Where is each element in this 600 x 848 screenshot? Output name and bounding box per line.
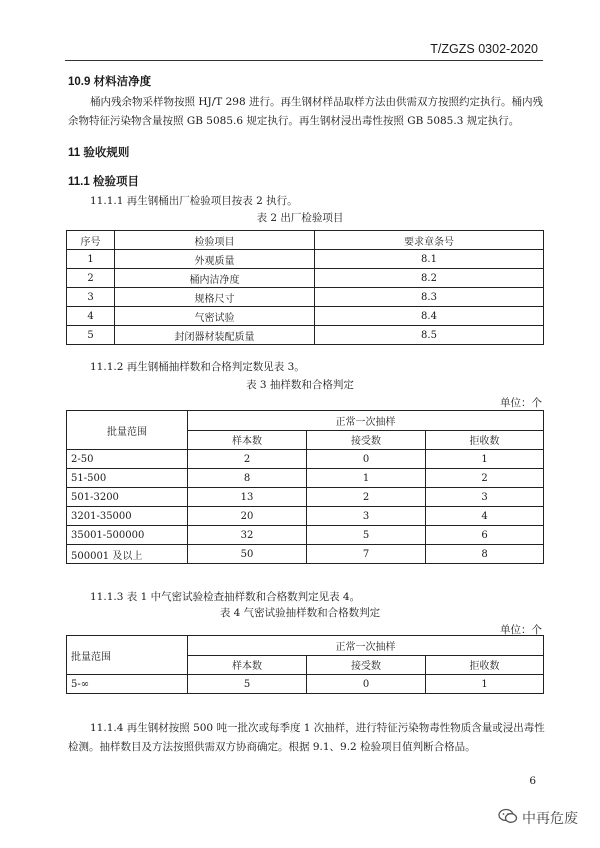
table3 [66, 410, 544, 564]
table-cell: 8.1 [315, 250, 544, 269]
table-cell: 外观质量 [115, 250, 315, 269]
table3-header-cell: 样本数 [188, 430, 307, 450]
table4-header-cell: 样本数 [188, 655, 307, 675]
clause-11-1-4-line1: 11.1.4 再生钢材按照 500 吨一批次或每季度 1 次抽样，进行特征污染物毒性物质含量或浸出毒性 [90, 722, 545, 734]
clause-11-1-4-line2: 检测。抽样数目及方法按照供需双方协商确定。根据 9.1、9.2 检验项目值判断合格品。 [68, 741, 476, 753]
table-cell: 20 [188, 507, 307, 526]
header-rule [65, 60, 543, 61]
section-11-title: 11 验收规则 [68, 147, 130, 159]
table-cell: 8.5 [315, 326, 544, 345]
table4 [66, 635, 544, 694]
table3-header-row [67, 411, 544, 431]
table-cell: 13 [188, 488, 307, 507]
clause-11-1-2: 11.1.2 再生钢桶抽样数和合格判定数见表 3。 [90, 361, 305, 373]
table-row [67, 288, 544, 307]
table-cell: 5-∞ [67, 675, 188, 694]
table-cell: 2 [426, 469, 544, 488]
table2-caption: 表 2 出厂检验项目 [256, 212, 344, 224]
wechat-icon [498, 808, 518, 828]
table-row [67, 269, 544, 288]
table3-header-cell: 接受数 [307, 430, 426, 450]
table-cell: 封闭器材装配质量 [115, 326, 315, 345]
table-cell: 35001-500000 [67, 526, 188, 545]
table-cell: 2 [67, 269, 115, 288]
watermark-text: 中再危废 [522, 811, 578, 827]
table4-unit: 单位：个 [500, 624, 542, 636]
table-cell: 桶内洁净度 [115, 269, 315, 288]
table-cell: 1 [426, 450, 544, 469]
table3-header-range: 批量范围 [67, 411, 188, 450]
section-11-1-title: 11.1 检验项目 [68, 176, 139, 188]
table2-header-row [67, 231, 544, 250]
table-row [67, 326, 544, 345]
table-cell: 2 [307, 488, 426, 507]
table-cell: 501-3200 [67, 488, 188, 507]
table4-header-range: 批量范围 [67, 636, 188, 675]
table-row [67, 250, 544, 269]
table-row [67, 675, 544, 694]
table3-unit: 单位：个 [500, 397, 542, 409]
table2-header-cell: 要求章条号 [315, 231, 544, 250]
table-row [67, 488, 544, 507]
table-cell: 0 [307, 450, 426, 469]
table-cell: 0 [307, 675, 426, 694]
table-cell: 5 [67, 326, 115, 345]
table-cell: 3 [426, 488, 544, 507]
table-cell: 5 [188, 675, 307, 694]
table4-header-cell: 拒收数 [426, 655, 544, 675]
table2-header-cell: 检验项目 [115, 231, 315, 250]
table-cell: 1 [307, 469, 426, 488]
table-cell: 3201-35000 [67, 507, 188, 526]
table-cell: 2 [188, 450, 307, 469]
table-cell: 8.2 [315, 269, 544, 288]
table2-header-cell: 序号 [67, 231, 115, 250]
table4-header-cell: 接受数 [307, 655, 426, 675]
table-row [67, 469, 544, 488]
table-cell: 1 [426, 675, 544, 694]
table-cell: 4 [426, 507, 544, 526]
table-cell: 1 [67, 250, 115, 269]
table2 [66, 230, 544, 345]
table3-header-cell: 拒收数 [426, 430, 544, 450]
table-row [67, 307, 544, 326]
table-cell: 5 [307, 526, 426, 545]
table-cell: 500001 及以上 [67, 545, 188, 564]
clause-11-1-3: 11.1.3 表 1 中气密试验检查抽样数和合格数判定见表 4。 [90, 591, 361, 603]
table-row [67, 450, 544, 469]
table-cell: 4 [67, 307, 115, 326]
section-10-9-line2: 余物特征污染物含量按照 GB 5085.6 规定执行。再生钢材浸出毒性按照 GB 5085.3 规定执行。 [68, 115, 520, 127]
watermark [498, 808, 578, 828]
table-cell: 气密试验 [115, 307, 315, 326]
table4-header-group: 正常一次抽样 [188, 636, 544, 656]
table-cell: 8 [426, 545, 544, 564]
table-cell: 规格尺寸 [115, 288, 315, 307]
standard-number: T/ZGZS 0302-2020 [430, 42, 538, 56]
table-cell: 8.3 [315, 288, 544, 307]
table3-header-group: 正常一次抽样 [188, 411, 544, 431]
table-cell: 51-500 [67, 469, 188, 488]
page-number: 6 [529, 775, 536, 787]
table-cell: 3 [307, 507, 426, 526]
table-row [67, 507, 544, 526]
table-row [67, 526, 544, 545]
table-cell: 32 [188, 526, 307, 545]
table3-caption: 表 3 抽样数和合格判定 [246, 379, 354, 391]
table-cell: 3 [67, 288, 115, 307]
table4-caption: 表 4 气密试验抽样数和合格数判定 [219, 607, 381, 619]
table-cell: 7 [307, 545, 426, 564]
table4-header-row [67, 636, 544, 656]
section-10-9-line1: 桶内残余物采样物按照 HJ/T 298 进行。再生钢材样品取样方法由供需双方按照约定执行。桶内残 [90, 96, 543, 108]
table-cell: 8.4 [315, 307, 544, 326]
table-cell: 6 [426, 526, 544, 545]
section-10-9-title: 10.9 材料洁净度 [68, 76, 152, 88]
clause-11-1-1: 11.1.1 再生钢桶出厂检验项目按表 2 执行。 [90, 195, 298, 207]
table-row [67, 545, 544, 564]
table-cell: 8 [188, 469, 307, 488]
table-cell: 2-50 [67, 450, 188, 469]
table-cell: 50 [188, 545, 307, 564]
